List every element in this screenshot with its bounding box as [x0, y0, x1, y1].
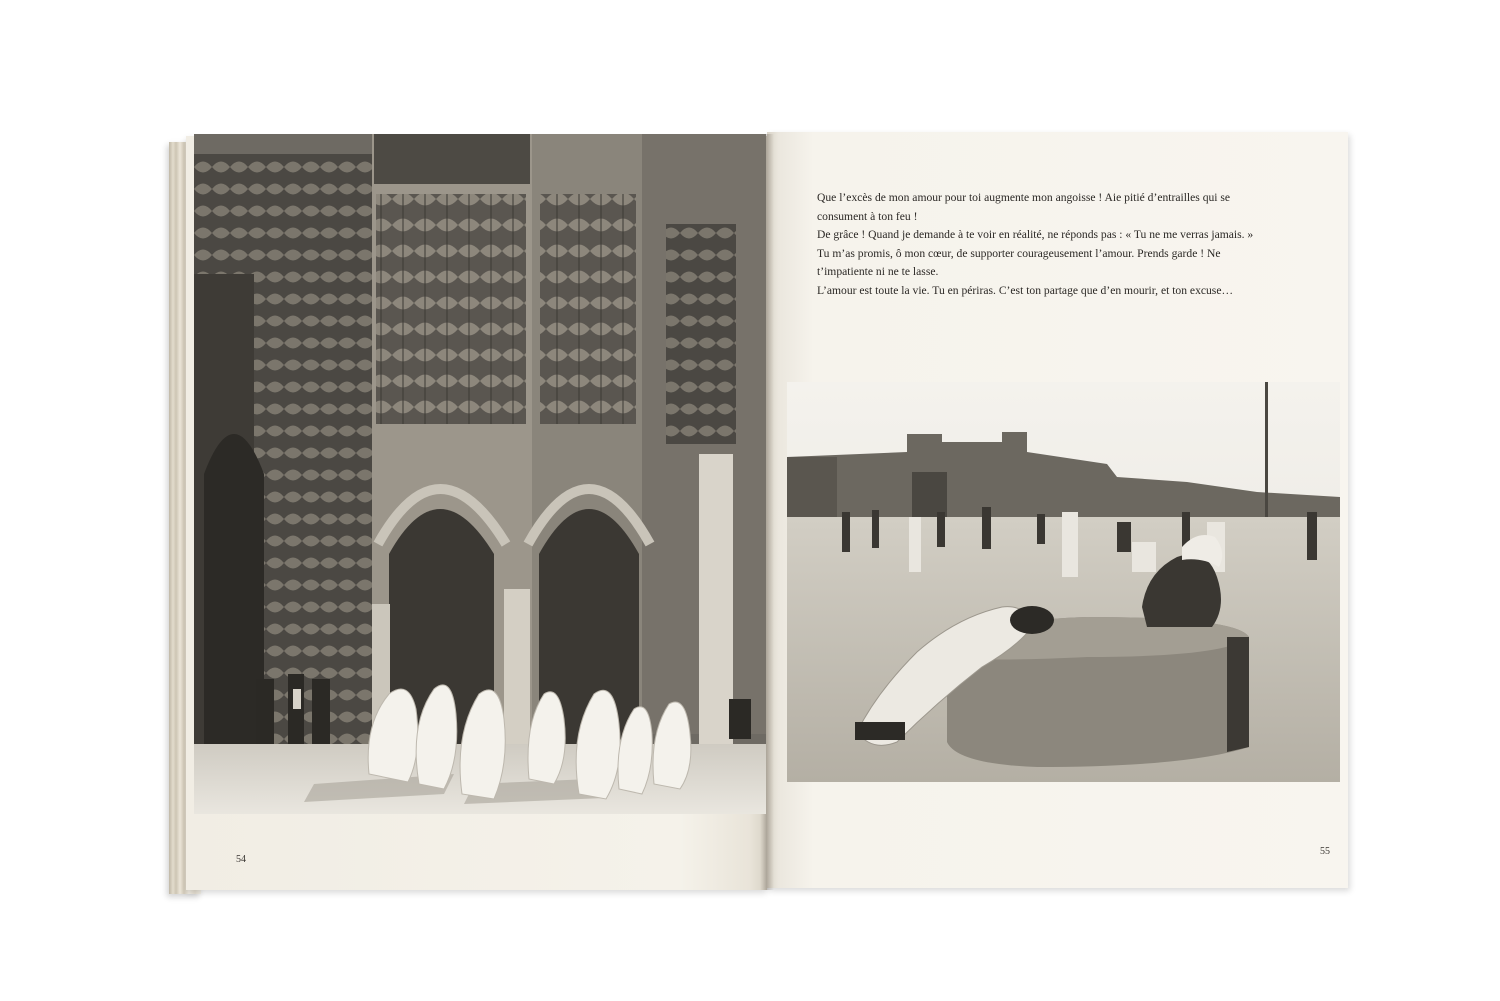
text-line: L’amour est toute la vie. Tu en périras. C’est ton partage que d’en mourir, et ton excuse… [817, 283, 1234, 297]
text-line: t’impatiente ni ne te lasse. [817, 265, 939, 279]
text-line: Que l’excès de mon amour pour toi augmente mon angoisse ! Aie pitié d’entrailles qui se [817, 191, 1231, 204]
text-line: Tu m’as promis, ô mon cœur, de supporter courageusement l’amour. Prends garde ! Ne [817, 246, 1221, 260]
right-page-number: 55 [1320, 846, 1330, 857]
text-line: consument à ton feu ! [817, 209, 918, 223]
text-line: De grâce ! Quand je demande à te voir en réalité, ne réponds pas : « Tu ne me verras jamais. » [817, 228, 1254, 242]
square-photograph [787, 382, 1340, 782]
poem-text [817, 189, 1317, 301]
gateway-photograph [194, 134, 766, 814]
left-page-number: 54 [236, 854, 246, 865]
